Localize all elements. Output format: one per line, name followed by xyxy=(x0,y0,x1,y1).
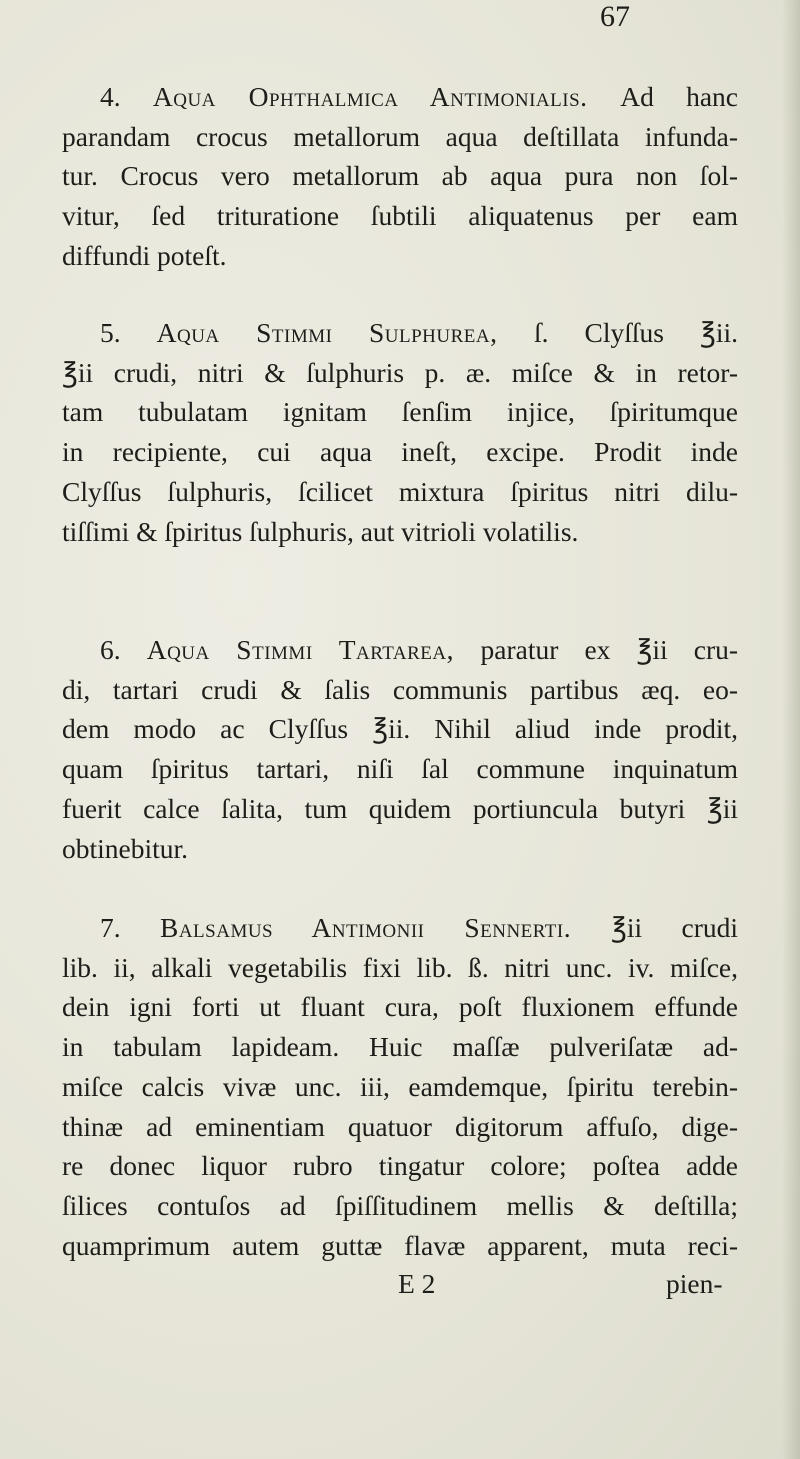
paragraph-heading-line xyxy=(62,911,738,945)
catchword: pien- xyxy=(666,1268,723,1299)
text-line: vitur, ſed trituratione ſubtili aliquatenus per eam xyxy=(62,200,738,232)
text-line: parandam crocus metallorum aqua deſtillata infunda- xyxy=(62,120,738,152)
text-line: re donec liquor rubro tingatur colore; poſtea adde xyxy=(62,1150,738,1182)
signature-mark: E 2 xyxy=(398,1268,436,1299)
text-line: di, tartari crudi & ſalis communis partibus æq. eo- xyxy=(62,673,738,705)
text-line: Clyſſus ſulphuris, ſcilicet mixtura ſpiritus nitri dilu- xyxy=(62,475,738,507)
entry-number: 7. xyxy=(100,912,160,943)
entry-number: 4. xyxy=(100,81,153,112)
text-line: quamprimum autem guttæ flavæ apparent, muta reci- xyxy=(62,1229,738,1261)
text-line: dem modo ac Clyſſus ℥ii. Nihil aliud inde prodit, xyxy=(62,713,738,745)
entry-heading: Aqua Ophthalmica Antimonialis. xyxy=(152,81,621,112)
entry-heading: Aqua Stimmi Tartarea, xyxy=(146,634,481,665)
text-line: obtinebitur. xyxy=(62,832,189,864)
text-line: in tabulam lapideam. Huic maſſæ pulveriſatæ ad- xyxy=(62,1031,738,1063)
text-line: lib. ii, alkali vegetabilis fixi lib. ß. nitri unc. iv. miſce, xyxy=(62,951,738,983)
text-line: ſilices contuſos ad ſpiſſitudinem mellis & deſtilla; xyxy=(62,1189,738,1221)
text-line: tam tubulatam ignitam ſenſim injice, ſpiritumque xyxy=(62,396,738,428)
text-line: tiſſimi & ſpiritus ſulphuris, aut vitrioli volatilis. xyxy=(62,515,579,547)
paragraph-heading-line xyxy=(62,633,738,667)
text-line: thinæ ad eminentiam quatuor digitorum affuſo, dige- xyxy=(62,1110,738,1142)
paragraph-heading-line xyxy=(62,316,738,350)
entry-heading: Aqua Stimmi Sulphurea, xyxy=(156,317,534,348)
text-line: tur. Crocus vero metallorum ab aqua pura non ſol- xyxy=(62,160,738,192)
text-line: quam ſpiritus tartari, niſi ſal commune inquinatum xyxy=(62,753,738,785)
text-line: in recipiente, cui aqua ineſt, excipe. Prodit inde xyxy=(62,436,738,468)
heading-line-text: ℥ii crudi xyxy=(610,912,738,943)
page-number: 67 xyxy=(600,0,630,33)
entry-heading: Balsamus Antimonii Sennerti. xyxy=(159,912,611,943)
heading-line-text: ſ. Clyſſus ℥ii. xyxy=(533,317,738,348)
text-line: ℥ii crudi, nitri & ſulphuris p. æ. miſce & in retor- xyxy=(62,356,738,388)
text-line: diffundi poteſt. xyxy=(62,239,227,271)
text-line: fuerit calce ſalita, tum quidem portiuncula butyri ℥ii xyxy=(62,792,738,824)
heading-line-text: Ad hanc xyxy=(620,81,738,112)
text-line: dein igni forti ut fluant cura, poſt fluxionem effunde xyxy=(62,991,738,1023)
entry-number: 6. xyxy=(100,634,147,665)
heading-line-text: paratur ex ℥ii cru- xyxy=(480,634,739,665)
entry-number: 5. xyxy=(100,317,157,348)
text-line: miſce calcis vivæ unc. iii, eamdemque, ſpiritu terebin- xyxy=(62,1070,738,1102)
page-edge-shadow xyxy=(782,0,800,1459)
paragraph-heading-line xyxy=(62,80,738,114)
